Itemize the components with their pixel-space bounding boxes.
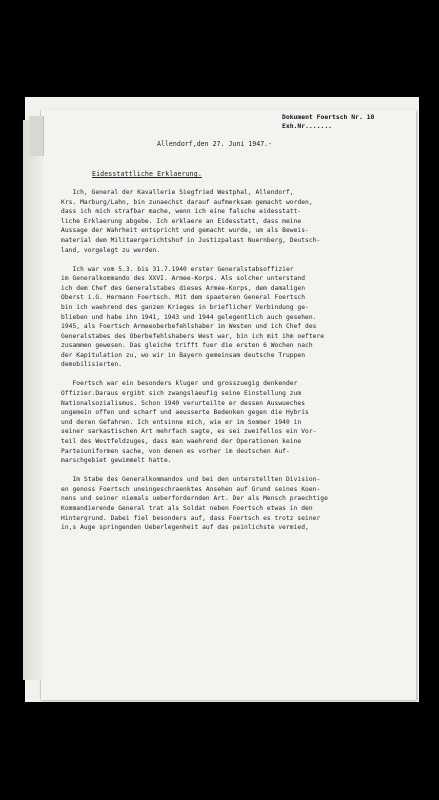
document-page	[40, 110, 416, 700]
paragraph	[61, 379, 410, 465]
text-line: en genoss Foertsch uneingeschraenktes Ansehen auf Grund seines Koen-	[61, 485, 321, 493]
text-line: Parteiuniformen sache, von denen es vorher im deutschen Auf-	[61, 447, 290, 455]
paragraph	[61, 475, 410, 533]
place-date: Allendorf,den 27. Juni 1947.-	[157, 140, 273, 148]
text-line: Oberst i.G. Hermann Foertsch. Mit dem spaeteren General Foertsch	[61, 294, 306, 302]
document-title: Eidesstattliche Erklaerung.	[92, 170, 202, 178]
text-line: der Kapitulation zu, wo wir in Bayern gemeinsam deutsche Truppen	[61, 351, 306, 359]
text-line: land, vorgelegt zu werden.	[61, 246, 161, 254]
stamp-line-1: Dokument Foertsch Nr. 10	[282, 113, 375, 121]
text-line: seiner sarkastischen Art mehrfach sagte, es sei zweifellos ein Vor-	[61, 428, 317, 436]
text-line: Krs. Marburg/Lahn, bin zunaechst darauf aufmerksam gemacht worden,	[61, 198, 313, 206]
text-line: Im Stabe des Generalkommandos und bei den unterstellten Division-	[61, 476, 321, 484]
text-line: Ich war vom 5.3. bis 31.7.1940 erster Generalstabsoffizier	[61, 265, 294, 273]
text-line: Nationalsozialismus. Schon 1940 verurteilte er dessen Auswueches	[61, 399, 306, 407]
text-line: liche Erklaerung abgebe. Ich erklaere an Eidesstatt, dass meine	[61, 217, 302, 225]
text-line: 1945, als Foertsch Armeeoberbefehlshaber im Westen und ich Chef des	[61, 323, 317, 331]
page-edge	[29, 116, 44, 156]
paragraph	[61, 188, 410, 255]
text-line: Offizier.Daraus ergibt sich zwangslaeufig seine Einstellung zum	[61, 390, 302, 398]
text-line: Ich, General der Kavallerie Siegfried Westphal, Allendorf,	[61, 189, 294, 196]
text-line: zusammen gewesen. Das gleiche trifft fuer die ersten 6 Wochen nach	[61, 342, 313, 350]
text-line: und deren Gefahren. Ich entsinne mich, wie er im Sommer 1940 in	[61, 418, 302, 426]
text-line: bin ich waehrend des ganzen Krieges in brieflicher Verbindung ge-	[61, 303, 309, 311]
text-line: nens und seiner niemals ueberfordernden Art. Der als Mensch praechtige	[61, 495, 328, 503]
text-line: demobilisierten.	[61, 361, 123, 369]
text-line: Aussage der Wahrheit entspricht und gemacht wurde, um als Beweis-	[61, 227, 309, 235]
text-line: dass ich mich strafbar mache, wenn ich eine falsche eidesstatt-	[61, 208, 302, 216]
text-line: blieben und habe ihn 1941, 1943 und 1944 gelegentlich auch gesehen.	[61, 313, 317, 321]
text-line: im Generalkommando des XXVI. Armee-Korps. Als solcher unterstand	[61, 275, 306, 283]
document-body	[61, 188, 410, 542]
text-line: Hintergrund. Dabei fiel besonders auf, dass Foertsch es trotz seiner	[61, 514, 321, 522]
text-line: teil des Westfeldzuges, dass man waehrend der Operationen keine	[61, 438, 302, 446]
stamp-line-2: Exh.Nr.......	[282, 121, 333, 130]
text-line: ich dem Chef des Generalstabes dieses Armee-Korps, dem damaligen	[61, 284, 306, 292]
text-line: ungemein offen und scharf und aeusserte Bedenken gegen die Hybris	[61, 409, 309, 417]
text-line: Foertsch war ein besonders kluger und grosszuegig denkender	[61, 380, 298, 388]
text-line: material dem Militaergerichtshof in Justizpalast Nuernberg, Deutsch-	[61, 236, 321, 244]
text-line: in,s Auge springenden Ueberlegenheit auf das peinlichste vermied,	[61, 524, 309, 532]
text-line: marschgebiet gewimmelt hatte.	[61, 457, 172, 465]
document-stamp	[282, 113, 408, 130]
paragraph	[61, 265, 410, 371]
text-line: Kommandierende General trat als Soldat neben Foertsch etwas in den	[61, 504, 313, 512]
text-line: Generalstabes des Oberbefehlshabers West war, bin ich mit ihm oeftere	[61, 332, 325, 340]
